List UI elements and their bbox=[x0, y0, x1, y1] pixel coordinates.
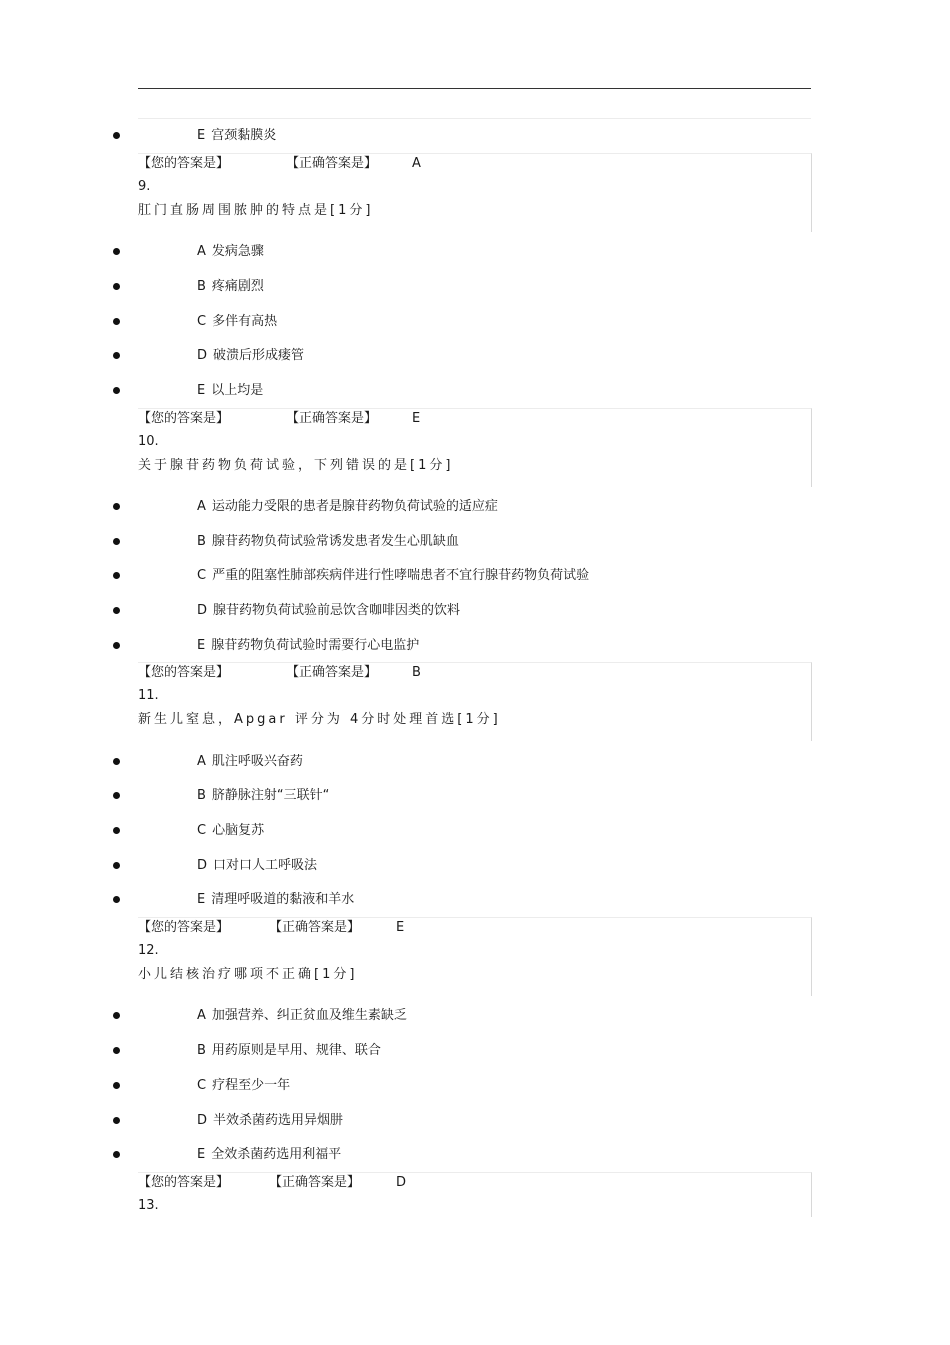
bullet-icon bbox=[113, 896, 120, 903]
option-text: 发病急骤 bbox=[211, 244, 264, 259]
option-text: 破溃后形成瘘管 bbox=[213, 348, 305, 363]
option-text: 脐静脉注射“三联针“ bbox=[211, 788, 330, 803]
option-letter: C bbox=[197, 1078, 207, 1093]
option-text: 以上均是 bbox=[211, 383, 264, 398]
correct-answer-value: D bbox=[396, 1175, 407, 1190]
question-panel-13 bbox=[138, 1172, 812, 1217]
option-text: 疼痛剧烈 bbox=[211, 279, 264, 294]
correct-answer-label: 【正确答案是】 bbox=[286, 665, 378, 680]
option-letter: E bbox=[197, 1147, 206, 1162]
option-letter: E bbox=[197, 892, 206, 907]
bullet-icon bbox=[113, 352, 120, 359]
option-text: 肌注呼吸兴奋药 bbox=[211, 754, 303, 769]
bullet-icon bbox=[113, 792, 120, 799]
bullet-icon bbox=[113, 1151, 120, 1158]
question-text: 小儿结核治疗哪项不正确[1分] bbox=[138, 967, 358, 982]
answer-line bbox=[138, 154, 811, 174]
option-letter: B bbox=[197, 534, 206, 549]
bullet-icon bbox=[113, 132, 120, 139]
your-answer-label: 【您的答案是】 bbox=[138, 156, 230, 171]
option-letter: B bbox=[197, 788, 206, 803]
option-letter: D bbox=[197, 348, 208, 363]
correct-answer-value: E bbox=[396, 920, 405, 935]
option-text: 宫颈黏膜炎 bbox=[211, 128, 277, 143]
question-number: 9. bbox=[138, 179, 151, 194]
option-text: 多伴有高热 bbox=[212, 314, 278, 329]
bullet-icon bbox=[113, 503, 120, 510]
option-letter: D bbox=[197, 603, 208, 618]
correct-answer-label: 【正确答案是】 bbox=[269, 920, 361, 935]
option-letter: C bbox=[197, 823, 207, 838]
bullet-icon bbox=[113, 318, 120, 325]
option-letter: B bbox=[197, 1043, 206, 1058]
option-letter: A bbox=[197, 1008, 206, 1023]
question-panel-11 bbox=[138, 662, 812, 741]
bullet-icon bbox=[113, 387, 120, 394]
correct-answer-value: E bbox=[412, 411, 421, 426]
option-text: 腺苷药物负荷试验前忌饮含咖啡因类的饮料 bbox=[213, 603, 461, 618]
your-answer-label: 【您的答案是】 bbox=[138, 665, 230, 680]
question-text: 肛门直肠周围脓肿的特点是[1分] bbox=[138, 203, 374, 218]
bullet-icon bbox=[113, 248, 120, 255]
correct-answer-value: B bbox=[412, 665, 421, 680]
question-panel-9 bbox=[138, 153, 812, 232]
bullet-icon bbox=[113, 1047, 120, 1054]
option-letter: C bbox=[197, 314, 207, 329]
option-letter: B bbox=[197, 279, 206, 294]
option-letter: D bbox=[197, 1113, 208, 1128]
option-letter: A bbox=[197, 754, 206, 769]
question-text: 关于腺苷药物负荷试验，下列错误的是[1分] bbox=[138, 458, 454, 473]
bullet-icon bbox=[113, 283, 120, 290]
question-panel-10 bbox=[138, 408, 812, 487]
bullet-icon bbox=[113, 572, 120, 579]
option-text: 半效杀菌药选用异烟肼 bbox=[213, 1113, 344, 1128]
answer-line bbox=[138, 663, 811, 683]
option-letter: E bbox=[197, 638, 206, 653]
question-number: 13. bbox=[138, 1198, 159, 1213]
question-number: 11. bbox=[138, 688, 159, 703]
option-text: 心脑复苏 bbox=[212, 823, 265, 838]
option-text: 全效杀菌药选用利福平 bbox=[211, 1147, 342, 1162]
option-text: 疗程至少一年 bbox=[212, 1078, 291, 1093]
question-number: 12. bbox=[138, 943, 159, 958]
question-text: 新生儿窒息，Apgar 评分为 4分时处理首选[1分] bbox=[138, 712, 501, 727]
correct-answer-value: A bbox=[412, 156, 421, 171]
bullet-icon bbox=[113, 758, 120, 765]
option-text: 运动能力受限的患者是腺苷药物负荷试验的适应症 bbox=[211, 499, 498, 514]
question-panel-12 bbox=[138, 917, 812, 996]
option-text: 用药原则是早用、规律、联合 bbox=[211, 1043, 381, 1058]
option-letter: E bbox=[197, 383, 206, 398]
your-answer-label: 【您的答案是】 bbox=[138, 1175, 230, 1190]
your-answer-label: 【您的答案是】 bbox=[138, 920, 230, 935]
option-letter: A bbox=[197, 499, 206, 514]
option-letter: C bbox=[197, 568, 207, 583]
bullet-icon bbox=[113, 827, 120, 834]
bullet-icon bbox=[113, 607, 120, 614]
bullet-icon bbox=[113, 538, 120, 545]
answer-line bbox=[138, 409, 811, 429]
your-answer-label: 【您的答案是】 bbox=[138, 411, 230, 426]
option-text: 腺苷药物负荷试验常诱发患者发生心肌缺血 bbox=[211, 534, 459, 549]
correct-answer-label: 【正确答案是】 bbox=[269, 1175, 361, 1190]
option-text: 加强营养、纠正贫血及维生素缺乏 bbox=[211, 1008, 407, 1023]
header-rule bbox=[138, 88, 811, 89]
option-letter: E bbox=[197, 128, 206, 143]
answer-line bbox=[138, 918, 811, 938]
answer-line bbox=[138, 1173, 811, 1193]
correct-answer-label: 【正确答案是】 bbox=[286, 156, 378, 171]
bullet-icon bbox=[113, 642, 120, 649]
option-text: 腺苷药物负荷试验时需要行心电监护 bbox=[211, 638, 420, 653]
question-number: 10. bbox=[138, 434, 159, 449]
option-text: 清理呼吸道的黏液和羊水 bbox=[211, 892, 355, 907]
option-letter: D bbox=[197, 858, 208, 873]
correct-answer-label: 【正确答案是】 bbox=[286, 411, 378, 426]
option-letter: A bbox=[197, 244, 206, 259]
separator bbox=[138, 118, 811, 119]
bullet-icon bbox=[113, 1082, 120, 1089]
bullet-icon bbox=[113, 1012, 120, 1019]
bullet-icon bbox=[113, 1117, 120, 1124]
bullet-icon bbox=[113, 862, 120, 869]
option-text: 口对口人工呼吸法 bbox=[213, 858, 318, 873]
option-text: 严重的阻塞性肺部疾病伴进行性哮喘患者不宜行腺苷药物负荷试验 bbox=[212, 568, 590, 583]
